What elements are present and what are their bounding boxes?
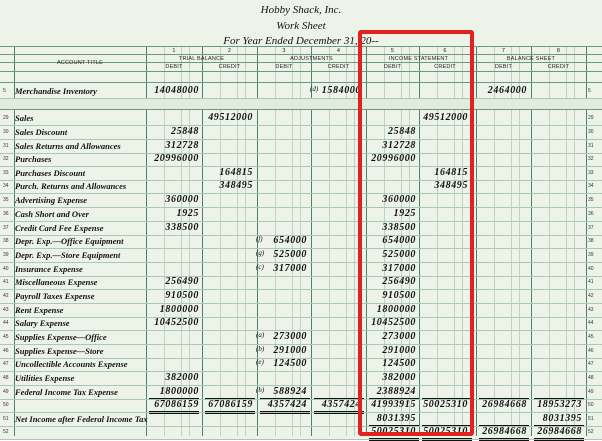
amount-is-dr: 1800000 (376, 304, 416, 315)
row-number-right: 47 (588, 361, 594, 367)
amount-adj-dr: 273000 (273, 331, 307, 342)
double-rule (534, 438, 584, 441)
total-rule (205, 398, 255, 399)
amount-bs-cr: 18953273 (537, 399, 582, 410)
row-number-right: 44 (588, 320, 594, 326)
grid-hline (0, 303, 602, 304)
account-title: Advertising Expense (15, 195, 88, 205)
amount-is-cr: 49512000 (423, 112, 468, 123)
row-number: 34 (3, 183, 9, 189)
row-number: 29 (3, 115, 9, 121)
account-title: Rent Expense (15, 305, 64, 315)
grid-hline (0, 153, 602, 154)
row-number-right: 33 (588, 170, 594, 176)
amount-is-dr: 41993915 (371, 399, 416, 410)
col-number-5: 5 (390, 48, 395, 54)
total-rule (260, 398, 310, 399)
amount-tb-dr: 256490 (165, 276, 199, 287)
total-rule (479, 425, 529, 426)
amount-is-dr: 312728 (382, 140, 416, 151)
amount-is-dr: 124500 (382, 358, 416, 369)
row-number: 37 (3, 225, 9, 231)
row-number: 42 (3, 293, 9, 299)
amount-adj-dr: 4357424 (267, 399, 307, 410)
adjustment-letter: (a) (256, 331, 265, 339)
account-title: Insurance Expense (15, 264, 83, 274)
account-title: Purch. Returns and Allowances (15, 181, 127, 191)
amount-tb-dr: 67086159 (154, 399, 199, 410)
row-number-right: 43 (588, 307, 594, 313)
amount-is-dr: 8031395 (376, 413, 416, 424)
row-number: 51 (3, 416, 9, 422)
total-rule (534, 425, 584, 426)
amount-is-dr: 20996000 (371, 153, 416, 164)
amount-bs-cr: 8031395 (542, 413, 582, 424)
amount-is-dr: 25848 (388, 126, 416, 137)
amount-tb-cr: 164815 (219, 167, 253, 178)
total-rule (314, 398, 364, 399)
amount-tb-dr: 1925 (176, 208, 199, 219)
amount-tb-dr: 338500 (165, 222, 199, 233)
row-number-right: 31 (588, 143, 594, 149)
row-number: 36 (3, 211, 9, 217)
row-number-right: 46 (588, 348, 594, 354)
col-number-1: 1 (172, 48, 176, 54)
total-rule (479, 398, 529, 399)
account-title: Sales Returns and Allowances (15, 141, 121, 151)
row-number-right: 34 (588, 183, 594, 189)
amount-is-dr: 338500 (382, 222, 416, 233)
amount-is-dr: 910500 (382, 290, 416, 301)
amount-is-dr: 10452500 (371, 317, 416, 328)
amount-adj-dr: 124500 (273, 358, 307, 369)
income-statement-header: INCOME STATEMENT (388, 56, 449, 62)
adjustment-letter: (c) (256, 263, 264, 271)
row-number-right: 30 (588, 129, 594, 135)
total-rule (534, 398, 584, 399)
double-rule (479, 438, 529, 441)
row-number-right: 41 (588, 279, 594, 285)
row-number: 40 (3, 266, 9, 272)
account-title: Purchases Discount (15, 168, 86, 178)
account-title-header: ACCOUNT TITLE (56, 60, 104, 66)
col-number-7: 7 (501, 48, 506, 54)
row-number: 50 (3, 402, 9, 408)
grid-hline (0, 46, 602, 47)
account-title: Cash Short and Over (15, 209, 89, 219)
row-number-right: 32 (588, 156, 594, 162)
amount-is-dr: 2388924 (376, 386, 416, 397)
double-rule (369, 438, 419, 441)
adjustment-letter: (h) (256, 386, 265, 394)
row-number-right: 38 (588, 238, 594, 244)
account-title: Salary Expense (15, 318, 70, 328)
grid-hline (0, 193, 602, 194)
adjustment-letter: (b) (256, 345, 265, 353)
account-title: Supplies Expense—Store (15, 346, 104, 356)
row-number-right: 42 (588, 293, 594, 299)
account-title: Sales Discount (15, 127, 68, 137)
col-number-6: 6 (443, 48, 447, 54)
is-credit-header: CREDIT (434, 64, 456, 70)
amount-bs-dr: 2464000 (487, 85, 527, 96)
adjustment-letter: (e) (256, 358, 264, 366)
row-number-right: 51 (588, 416, 594, 422)
amount-is-cr: 164815 (434, 167, 468, 178)
row-number: 43 (3, 307, 9, 313)
adjustment-letter: (d) (310, 85, 319, 93)
double-rule (205, 411, 255, 414)
amount-adj-dr: 317000 (273, 263, 307, 274)
double-rule (260, 411, 310, 414)
amount-adj-dr: 588924 (273, 386, 307, 397)
amount-tb-cr: 348495 (219, 180, 253, 191)
amount-is-dr: 317000 (382, 263, 416, 274)
double-rule (149, 411, 199, 414)
adjustment-letter: (g) (256, 249, 265, 257)
trial-balance-header: TRIAL BALANCE (178, 56, 225, 62)
grid-hline (0, 371, 602, 372)
amount-adj-dr: 291000 (273, 345, 307, 356)
amount-adj-dr: 654000 (273, 235, 307, 246)
amount-bs-cr: 26984668 (537, 426, 582, 437)
row-number-right: 35 (588, 197, 594, 203)
grid-hline (0, 71, 602, 72)
amount-is-dr: 382000 (382, 372, 416, 383)
amount-tb-dr: 1800000 (159, 304, 199, 315)
amount-is-dr: 50025310 (371, 426, 416, 437)
amount-is-cr: 50025310 (423, 426, 468, 437)
row-number: 49 (3, 389, 9, 395)
account-title: Depr. Exp.—Office Equipment (15, 236, 124, 246)
row-number: 32 (3, 156, 9, 162)
amount-is-dr: 273000 (382, 331, 416, 342)
amount-is-dr: 1925 (393, 208, 416, 219)
row-number: 35 (3, 197, 9, 203)
amount-is-cr: 50025310 (423, 399, 468, 410)
amount-adj-dr: 525000 (273, 249, 307, 260)
grid-hline (0, 125, 602, 126)
amount-tb-dr: 20996000 (154, 153, 199, 164)
grid-hline (0, 221, 602, 222)
row-number-right: 37 (588, 225, 594, 231)
grid-hline (0, 82, 602, 83)
row-number: 48 (3, 375, 9, 381)
row-number: 31 (3, 143, 9, 149)
bs-debit-header: DEBIT (494, 64, 513, 70)
adj-debit-header: DEBIT (275, 64, 293, 70)
row-number: 52 (3, 429, 9, 435)
bs-credit-header: CREDIT (547, 64, 570, 70)
amount-tb-dr: 382000 (165, 372, 199, 383)
row-number-right: 49 (588, 389, 594, 395)
report-period: For Year Ended December 31, 20-- (223, 35, 379, 47)
col-number-8: 8 (556, 48, 561, 54)
row-number: 30 (3, 129, 9, 135)
row-number: 45 (3, 334, 9, 340)
row-number-right: 48 (588, 375, 594, 381)
grid-hline (0, 109, 602, 110)
amount-is-dr: 360000 (382, 194, 416, 205)
col-number-2: 2 (227, 48, 232, 54)
account-title: Supplies Expense—Office (15, 332, 107, 342)
tb-credit-header: CREDIT (218, 64, 241, 70)
account-title: Payroll Taxes Expense (15, 291, 95, 301)
row-number: 41 (3, 279, 9, 285)
amount-is-dr: 654000 (382, 235, 416, 246)
double-rule (422, 438, 472, 441)
row-number-right: 52 (588, 429, 594, 435)
total-rule (149, 398, 199, 399)
balance-sheet-header: BALANCE SHEET (506, 56, 556, 62)
tb-debit-header: DEBIT (165, 64, 183, 70)
grid-hline (0, 139, 602, 140)
amount-adj-cr: 4357424 (321, 399, 361, 410)
account-title: Purchases (15, 154, 52, 164)
row-number: 44 (3, 320, 9, 326)
row-number: 33 (3, 170, 9, 176)
adj-credit-header: CREDIT (327, 64, 350, 70)
amount-tb-dr: 312728 (165, 140, 199, 151)
row-number: 5 (3, 88, 6, 94)
row-gap (0, 99, 602, 109)
grid-hline (0, 207, 602, 208)
grid-hline (0, 166, 602, 167)
col-number-3: 3 (282, 48, 286, 54)
account-title: Uncollectible Accounts Expense (15, 359, 128, 369)
row-number-right: 29 (588, 115, 594, 121)
amount-is-dr: 291000 (382, 345, 416, 356)
row-number-right: 40 (588, 266, 594, 272)
amount-tb-cr: 49512000 (208, 112, 253, 123)
amount-tb-dr: 360000 (165, 194, 199, 205)
amount-tb-dr: 10452500 (154, 317, 199, 328)
row-number-right: 39 (588, 252, 594, 258)
grid-hline (0, 54, 602, 55)
report-name: Work Sheet (276, 20, 326, 32)
amount-adj-cr: 1584000 (321, 85, 361, 96)
grid-hline (0, 317, 602, 318)
adjustment-letter: (f) (256, 235, 263, 243)
amount-tb-dr: 1800000 (159, 386, 199, 397)
amount-tb-dr: 25848 (171, 126, 199, 137)
is-debit-header: DEBIT (383, 64, 402, 70)
col-number-4: 4 (336, 48, 341, 54)
account-title: Utilities Expense (15, 373, 75, 383)
double-rule (314, 411, 364, 414)
amount-bs-dr: 26984668 (482, 399, 527, 410)
amount-tb-dr: 14048000 (154, 85, 199, 96)
amount-bs-dr: 26984668 (482, 426, 527, 437)
row-number-right: 50 (588, 402, 594, 408)
account-title: Sales (15, 113, 34, 123)
account-title: Credit Card Fee Expense (15, 223, 104, 233)
row-number-right: 36 (588, 211, 594, 217)
row-number-right: 5 (588, 88, 591, 94)
amount-tb-dr: 910500 (165, 290, 199, 301)
account-title: Depr. Exp.—Store Equipment (15, 250, 121, 260)
adjustments-header: ADJUSTMENTS (290, 56, 333, 62)
row-number: 47 (3, 361, 9, 367)
account-title: Federal Income Tax Expense (15, 387, 118, 397)
company-name: Hobby Shack, Inc. (260, 4, 342, 16)
account-title: Net Income after Federal Income Tax (15, 414, 148, 424)
amount-is-cr: 348495 (434, 180, 468, 191)
account-title: Miscellaneous Expense (15, 277, 98, 287)
amount-tb-cr: 67086159 (208, 399, 253, 410)
income-statement-highlight (358, 30, 474, 436)
amount-is-dr: 525000 (382, 249, 416, 260)
account-title: Merchandise Inventory (15, 86, 97, 96)
row-number: 38 (3, 238, 9, 244)
row-number-right: 45 (588, 334, 594, 340)
grid-hline (0, 289, 602, 290)
row-number: 39 (3, 252, 9, 258)
row-number: 46 (3, 348, 9, 354)
amount-is-dr: 256490 (382, 276, 416, 287)
